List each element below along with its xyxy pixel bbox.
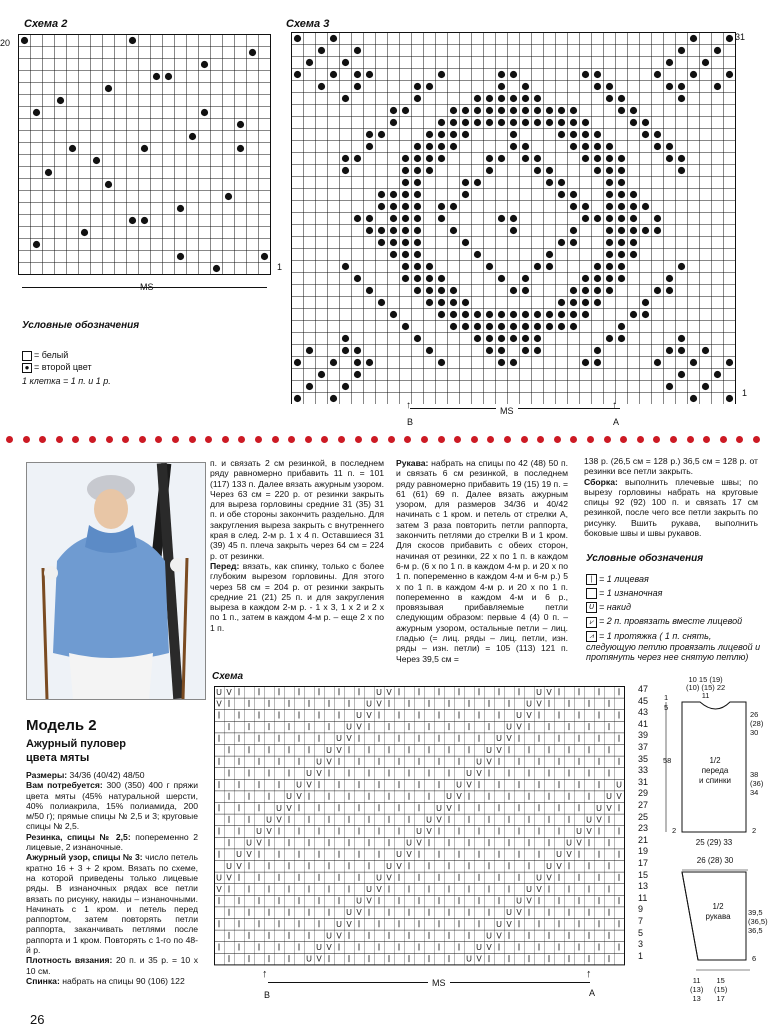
k2tog-icon: ⩗ [586,617,597,628]
svg-text:U: U [486,931,492,941]
svg-text:U: U [526,885,532,894]
red-dot [139,436,146,443]
front-back-pattern [660,676,775,856]
svg-text:U: U [276,803,282,813]
svg-text:V: V [556,861,562,871]
model-subtitle-2: цвета мяты [26,752,90,764]
svg-text:U: U [366,885,372,894]
front-label: 1/2 переда и спинки [699,756,731,785]
row-number: 47 [638,684,649,694]
svg-text:V: V [296,792,302,802]
svg-text:V: V [236,861,242,871]
svg-text:V: V [476,769,482,778]
schema2-ms: MS [140,282,154,292]
svg-text:V: V [526,711,532,720]
svg-text:V: V [246,850,252,860]
schema-main-chart [214,686,626,968]
svg-text:U: U [476,943,482,952]
svg-text:U: U [246,838,252,848]
red-dot [205,436,212,443]
svg-text:V: V [256,838,262,848]
svg-text:V: V [286,803,292,813]
row-number: 5 [638,927,644,938]
red-dot [56,436,63,443]
red-dot [122,436,129,443]
front-paragraph: Перед: вязать, как спинку, только с более глубоким вырезом горловины. Для этого через 58 см = 204 р. от резинки закрыть средние 21 (21) 25 п. и для закругления выреза в каждом 2-м р. - 1 х 3, 1 х 2 и 2 х по 1 п., затем в каждом 4-м р. – еще 2 х по 1 п. [210,560,384,633]
row-number: 39 [638,730,649,741]
row-number: 35 [638,753,649,764]
svg-text:U: U [286,792,292,802]
schema3-title: Схема 3 [286,18,330,30]
schema-main-mark-a: A [589,988,596,998]
model-heading: Модель 2 [26,717,97,734]
red-dot [504,436,511,443]
svg-text:V: V [506,734,512,744]
svg-text:U: U [346,908,352,918]
svg-text:U: U [336,734,342,744]
schema3-grid [291,32,737,409]
svg-text:U: U [556,850,562,860]
row-number: 21 [638,834,649,845]
lace-paragraph: Ажурный узор, спицы № 3: число петель кратно 16 + 3 + 2 кром. Вязать по схеме, на которой приведены только лицевые ряды. В изнаночных рядах все петли вязать по рисунку, накиды – изнаночными. Начинать с 1 кром. и петель перед раппортом, затем повторять петли раппорта, заканчивать петлями после раппорта и 1 кром. Повторять с 1-го по 48-й р. [26,852,198,956]
svg-text:U: U [386,861,392,871]
svg-text:U: U [336,919,342,929]
svg-text:U: U [216,873,222,883]
red-dot [720,436,727,443]
red-dot [106,436,113,443]
red-dot [620,436,627,443]
row-number: 13 [638,881,649,892]
row-number: 17 [638,858,649,868]
svg-text:U: U [546,861,552,871]
svg-text:U: U [396,850,402,860]
legend-top-item3: 1 клетка = 1 п. и 1 р. [22,376,111,386]
legend-top-title: Условные обозначения [22,320,140,331]
svg-text:U: U [326,931,332,941]
svg-text:V: V [386,873,392,883]
schema2-grid [18,34,274,283]
svg-text:V: V [226,687,232,697]
back-continued-paragraph: п. и связать 2 см резинкой, в последнем ряду равномерно прибавить 11 п. = 101 (117) 133 п. Далее вязать ажурным узором. Через 63 см = 220 р. от резинки закрыть для выреза горловины средние 31 (35) 31 п. и обе стороны закончить раздельно. Для закругления выреза закрыть с внутреннего края в след. 2-м р. 1 х 4 п. Оставшиеся 31 (39) 45 п. плеча закрыть через 64 см = 224 р. от резинки. [210,458,384,561]
red-dot [438,436,445,443]
red-dot [238,436,245,443]
svg-text:U: U [236,850,242,860]
row-number: 1 [638,950,644,961]
front-left-top: 1 [664,693,669,702]
svg-text:U: U [376,873,382,883]
front-right-lower: 38 (36) 34 [750,770,764,797]
svg-text:V: V [386,687,392,697]
red-dot [72,436,79,443]
red-dot [471,436,478,443]
sleeve-bottom-left: 11 (13) 13 [690,976,704,1003]
svg-text:U: U [406,838,412,848]
legend-slip: ⩘ = 1 протяжка ( 1 п. снять, следующую петлю провязать лицевой и протянуть через нее снятую петлю) [586,630,761,662]
svg-text:U: U [576,827,582,836]
svg-text:U: U [566,838,572,848]
red-dot [321,436,328,443]
svg-text:U: U [416,827,422,836]
front-top-dims: 10 15 (19) (10) (15) 22 11 [686,675,726,700]
schema-main-arrow-a: ↑ [586,968,592,980]
schema-main-grid [214,686,626,973]
legend-top-item1: = белый [22,350,68,361]
schema2-bottom-num: 1 [277,262,283,272]
svg-text:V: V [486,757,492,767]
svg-text:U: U [316,943,322,952]
svg-text:U: U [586,815,592,825]
red-dot [653,436,660,443]
svg-text:V: V [306,780,312,790]
svg-text:V: V [606,803,612,813]
svg-text:U: U [216,687,222,697]
svg-text:V: V [266,827,272,836]
red-dot [554,436,561,443]
svg-text:V: V [346,734,352,744]
legend-knit: | = 1 лицевая [586,574,761,585]
red-dot [89,436,96,443]
svg-text:V: V [406,850,412,860]
page-number: 26 [30,1012,45,1027]
red-dot [687,436,694,443]
gauge-paragraph: Плотность вязания: 20 п. и 35 р. = 10 х 10 см. [26,955,198,976]
schema2-chart [18,34,274,278]
front-bottom: 25 (29) 33 [695,838,733,847]
schema-main-title: Схема [212,671,244,682]
svg-text:V: V [436,815,442,825]
row-number: 15 [638,869,649,880]
ribbing-paragraph: Резинка, спицы № 2,5: попеременно 2 лицевые, 2 изнаночные. [26,831,198,853]
sleeves-continued-paragraph: 138 р. (26,5 см = 128 р.) 36,5 см = 128 р. от резинки все петли закрыть. [584,456,758,477]
svg-text:U: U [476,757,482,767]
svg-text:V: V [366,711,372,720]
svg-text:V: V [336,931,342,941]
row-number: 11 [638,892,648,903]
svg-text:V: V [326,943,332,952]
row-number: 19 [638,846,649,857]
row-number: 45 [638,695,649,706]
svg-text:U: U [356,896,362,906]
empty-square-icon [22,351,32,361]
row-number: 25 [638,811,649,822]
sizes-paragraph: Размеры: 34/36 (40/42) 48/50 [26,770,145,780]
column-2-text [210,458,384,633]
knit-stitch-icon: | [586,574,597,585]
schema3-arrow-a: ↑ [612,400,617,411]
svg-text:U: U [506,908,512,918]
svg-text:V: V [486,943,492,952]
svg-text:V: V [506,919,512,929]
svg-text:U: U [296,780,302,790]
svg-text:U: U [306,954,312,964]
svg-text:U: U [356,711,362,720]
svg-text:V: V [226,873,232,883]
red-dot [288,436,295,443]
schema3-ms: MS [496,406,518,416]
row-number: 43 [638,707,649,718]
front-right-upper: 26 (28) 30 [750,710,764,737]
svg-text:U: U [516,896,522,906]
assembly-paragraph: Сборка: выполнить плечевые швы; по вырезу горловины набрать на круговые спицы 92 (92) 100 п. и связать 17 см резинкой, после чего все петли закрыть по рисунку. Вшить рукава, выполнить боковые швы и швы рукавов. [584,476,758,539]
legend-purl: = 1 изнаночная [586,588,761,599]
red-dot [355,436,362,443]
svg-text:V: V [216,699,222,709]
svg-text:U: U [316,757,322,767]
dot-square-icon: ● [22,363,32,373]
red-dot [736,436,743,443]
legend-yarn-over: U = накид [586,602,761,613]
svg-text:V: V [516,908,522,918]
purl-stitch-icon [586,588,597,599]
column-4-text [584,456,758,538]
red-dot [587,436,594,443]
svg-text:U: U [506,722,512,732]
svg-text:V: V [466,780,472,790]
red-dot [570,436,577,443]
legend-k2tog: ⩗ = 2 п. провязать вместе лицевой [586,616,761,627]
column-3-text [396,458,568,664]
svg-text:V: V [546,687,552,697]
red-dot [23,436,30,443]
svg-text:U: U [496,919,502,929]
svg-text:V: V [366,896,372,906]
svg-text:V: V [416,838,422,848]
schema3-mark-a: A [613,417,620,427]
svg-text:U: U [596,803,602,813]
svg-text:U: U [616,780,622,790]
svg-text:U: U [326,745,332,755]
red-dot [39,436,46,443]
row-number: 7 [638,916,644,926]
svg-text:U: U [466,769,472,778]
svg-text:V: V [276,815,282,825]
svg-text:U: U [306,769,312,778]
legend-bottom-title: Условные обозначения [586,553,704,564]
svg-text:U: U [536,687,542,697]
legend-top-item2: ● = второй цвет [22,362,92,373]
sleeve-top: 26 (28) 30 [696,856,734,865]
row-number: 3 [638,939,644,950]
sleeve-right: 39,5 (36,5) 36,5 [748,908,768,935]
svg-text:V: V [496,931,502,941]
svg-text:V: V [356,908,362,918]
red-dot [421,436,428,443]
svg-text:V: V [526,896,532,906]
red-dot [172,436,179,443]
svg-text:V: V [566,850,572,860]
svg-text:U: U [426,815,432,825]
svg-text:V: V [326,757,332,767]
red-dot [604,436,611,443]
row-number: 27 [638,800,649,810]
svg-text:V: V [596,815,602,825]
row-number: 37 [638,742,649,752]
sleeve-label: 1/2 рукава [705,902,731,921]
row-number: 23 [638,823,649,834]
row-number: 41 [638,718,649,729]
svg-text:V: V [356,722,362,732]
row-number: 31 [638,776,649,787]
row-number: 9 [638,904,644,915]
svg-text:U: U [516,711,522,720]
svg-text:V: V [616,792,622,802]
svg-text:V: V [586,827,592,836]
model-subtitle-1: Ажурный пуловер [26,738,126,750]
red-dot [272,436,279,443]
svg-text:V: V [576,838,582,848]
schema3-chart [291,32,737,404]
front-left-bot: 2 [672,826,677,835]
svg-text:V: V [316,769,322,778]
red-dot [487,436,494,443]
front-left-top2: 5 [664,703,669,712]
red-dot [753,436,760,443]
red-dot [255,436,262,443]
row-number: 29 [638,788,649,799]
front-left-mid: 58 [663,756,672,765]
red-dot [454,436,461,443]
sleeve-right-bot: 6 [752,954,757,963]
svg-text:V: V [376,885,382,894]
svg-text:V: V [426,827,432,836]
front-right-bot: 2 [752,826,757,835]
yarn-over-icon: U [586,602,597,613]
schema-main-ms: MS [428,978,450,988]
back-paragraph: Спинка: набрать на спицы 90 (106) 122 [26,975,185,986]
red-dot [371,436,378,443]
sleeve-pattern [660,852,775,1028]
red-dot-divider [0,434,775,446]
svg-text:V: V [336,745,342,755]
red-dot [338,436,345,443]
svg-text:U: U [226,861,232,871]
red-dot [521,436,528,443]
schema3-bottom-num: 1 [742,388,748,398]
svg-text:U: U [526,699,532,709]
red-dot [670,436,677,443]
svg-text:U: U [446,792,452,802]
svg-text:V: V [536,699,542,709]
svg-text:V: V [476,954,482,964]
slip-stitch-icon: ⩘ [586,631,597,642]
schema3-mark-b: B [407,417,414,427]
red-dot [189,436,196,443]
svg-text:U: U [456,780,462,790]
svg-text:U: U [436,803,442,813]
svg-text:V: V [446,803,452,813]
svg-text:U: U [486,745,492,755]
sleeves-paragraph: Рукава: набрать на спицы по 42 (48) 50 п. и связать 6 см резинкой, в последнем ряду равномерно прибавить 19 (15) 19 п. = 61 (61) 69 п. Далее вязать ажурным узором, для размеров 34/36 и 40/42 начинать с 1 кром. и петель от стрелки А, затем 3 раза повторить петли раппорта, закончить петлями до стрелки В и 1 кром. Для скосов прибавить с обеих сторон, начиная от резинки, 22 х по 1 п. в каждом 6-м р. (6 х по 1 п. в каждом 4-м р. и 20 х по 1 п. попеременно в каждом 4-м и 6-м р.) 5 х по 1 п. в каждом 4-м р. и 20 х по 1 п. попеременно в каждом 4-м и 6 р., провязывая прибавляемые петли следующим образом: первые 4 (4) 0 п. – ажурным узором, остальные петли – лиц. гладью (= лиц. ряды – лиц. петли, изн. ряды – изн. петли) = 105 (113) 121 п. Через 39,5 см = [396,458,568,664]
svg-text:V: V [546,873,552,883]
schema-main-mark-b: B [264,990,271,1000]
svg-text:V: V [396,861,402,871]
svg-text:V: V [346,919,352,929]
schema3-top-num: 31 [735,32,746,42]
red-dot [404,436,411,443]
model-photo-drawing [27,463,205,699]
svg-text:U: U [496,734,502,744]
svg-text:V: V [316,954,322,964]
svg-text:U: U [256,827,262,836]
materials-paragraph: Вам потребуется: 300 (350) 400 г пряжи цвета мяты (45% натуральной шерсти, 40% полиакрила, 15% полиамида, 200 м/50 г); прямые спицы № 2,5 и 3; круговые спицы № 2,5. [26,780,199,832]
model-photo [26,462,206,700]
svg-text:V: V [516,722,522,732]
svg-text:U: U [366,699,372,709]
svg-text:V: V [216,885,222,894]
schema3-arrow-b: ↑ [406,400,411,411]
svg-text:U: U [266,815,272,825]
schema2-title: Схема 2 [24,18,68,30]
row-number: 33 [638,765,649,776]
red-dot [388,436,395,443]
svg-text:U: U [376,687,382,697]
red-dot [222,436,229,443]
svg-text:U: U [536,873,542,883]
red-dot [6,436,13,443]
schema2-top-num: 20 [0,38,11,48]
red-dot [703,436,710,443]
red-dot [537,436,544,443]
red-dot [637,436,644,443]
svg-text:U: U [466,954,472,964]
column-1-text [26,770,198,986]
schema2-ms-line [22,287,267,288]
svg-text:U: U [346,722,352,732]
legend-bottom-list [586,574,761,662]
svg-text:V: V [496,745,502,755]
svg-text:V: V [456,792,462,802]
sleeve-bottom-right: 15 (15) 17 [714,976,728,1003]
svg-text:V: V [536,885,542,894]
svg-text:V: V [376,699,382,709]
schema-main-arrow-b: ↑ [262,968,268,980]
red-dot [155,436,162,443]
red-dot [305,436,312,443]
svg-text:U: U [606,792,612,802]
